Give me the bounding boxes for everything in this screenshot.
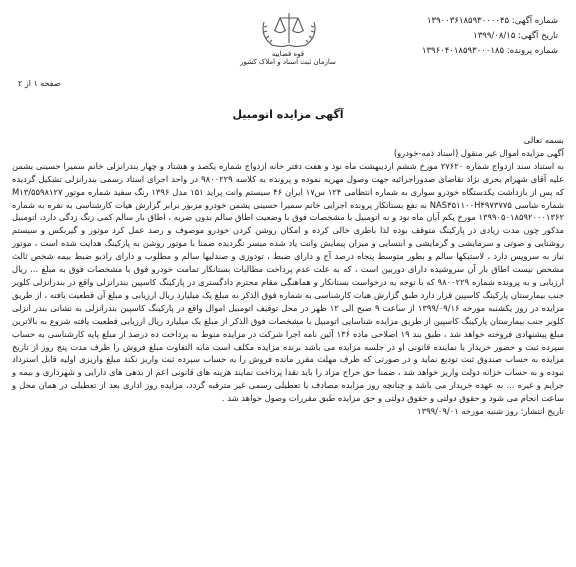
notice-number-label: شماره آگهی: (511, 16, 558, 26)
notice-subtitle: آگهی مزایده اموال غیر منقول (اسناد ذمه-خودرو) (393, 147, 564, 158)
page-indicator: صفحه ۱ از ۲ (18, 79, 61, 88)
notice-number: ۱۳۹۰۰۳۶۱۸۵۹۳۰۰۰۰۴۵ (426, 16, 510, 26)
notice-date-label: تاریخ آگهی: (518, 31, 558, 41)
notice-date: ۱۳۹۹/۰۸/۱۵ (473, 31, 516, 41)
notice-meta (358, 14, 558, 59)
file-number-row (358, 44, 558, 59)
file-number-label: شماره پرونده: (506, 46, 558, 56)
document-title: آگهی مزایده اتومبیل (232, 108, 344, 121)
notice-date-row (358, 29, 558, 44)
registry-org-label: سازمان ثبت اسناد و املاک کشور (240, 58, 336, 66)
basmala-line: بسمه تعالی (523, 135, 564, 145)
organization-name (222, 50, 354, 66)
document-body (12, 134, 564, 418)
judiciary-label: قوه قضاییه (271, 50, 305, 58)
notice-number-row (358, 14, 558, 29)
publication-date-line: تاریخ انتشار: روز شنبه مورخه ۱۳۹۹/۰۹/۰۱ (417, 406, 564, 417)
notice-body-paragraph: به استناد سند ازدواج شماره ۲۷۶۲۰ مورخ ششم اردیبهشت ماه نود و هفت دفتر خانه ازدواج شماره یکصد و هشتاد و چهار بندرانزلی خانم سمیرا حسینی یشمن علیه آقای شهرام بحری نژاد تقاضای صدوراجرائیه جهت وصول مهریه نموده و پرونده به کلاسه ۹۸۰۰۲۲۹ در واحد اجرای اسناد رسمی بندرانزلی تشکیل گردیده که پس از بازداشت یکدستگاه خودرو سواری به شماره انتظامی ۱۲۴ س۱۷ ایران ۴۶ سیستم وانت پراید ۱۵۱ مدل ۱۳۹۶ رنگ سفید شماره موتور M۱۳/۵۵۹۸۱۲۷ شماره شاسی NAS۴۵۱۱۰۰H۴۹۷۳۷۷۵ به نفع بستانکار پرونده اجرایی خانم سمیرا حسینی یشمن خودرو مزبور برابر گزارش هیات کارشناسی به نفره به شماره ۱۳۹۹۰۵۰۱۸۵۹۲۰۰۰۱۳۶۲ مورخ یکم آبان ماه نود و نه اتومبیل با مشخصات فوق با وضعیت اطاق سالم بدون ضربه ، اطاق بار سالم کمی زنگ زدگی دارد، اتومبیل مذکور چون مدت زیادی در پارکینگ متوقف بوده لذا باطری خالی کرده و امکان روشن کردن خودرو موصوف و رصد عمل کرد موتور و گیربکس و سیستم روشنایی و صوتی و سرمایشی و گرمایشی و ابتسایی و میزان پیمایش وانت یاد شده میسر نگردیده ضمنا با موتور روشن به پارکینگ هدایت شده است ، موتور نیاز به سرویس دارد ، لاستیکها سالم و بطور متوسط پنجاه درصد آج و دارای ضبط ، تودوزی و صندلیها سالم و مطلوب و دارای رادیو ضبط بیمه شخص ثالث مشخص نیست اطاق بار آن سروشیده دارای دوربین است ، که به علت عدم پرداخت مطالبات بستانکار تمامت خودرو فوق با مشخصات فوق به مبلغ ... ریال ارزیابی و به پرونده شماره ۹۸۰۰۲۲۹ که با توجه به درخواست بستانکار و هماهنگی مقام محترم دادگستری در پارکینگ کاسپین بندرانزلی واقع در بندرانزلی کلوبر جنب بیمارستان پارکینگ کاسپین قرار دارد طبق گزارش هیات کارشناسی به شماره فوق الذکر به مبلغ یک میلیارد ریال ارزیابی و مبلغ آن قطعیت یافته ، از طریق مزایده در روز یکشنبه مورخه ۱۳۹۹/۰۹/۱۶ از ساعت ۹ صبح الی ۱۲ ظهر در محل توقیف اتومبیل اموال واقع در پارکینگ کاسپین بندرانزلی به نشانی بندر انزلی کلوبر جنب بیمارستان پارکینگ کاسپین از طریق مزایده شناسایی اتومبیل با مشخصات فوق الذکر از مبلغ یک میلیارد ریال ارزیابی قطعیت یافته شروع به بالاترین مبلغ پیشنهادی فروخته خواهد شد ، طبق بند ۱۹ اصلاحی ماده ۱۳۶ آئین نامه اجرا شرکت در مزایده منوط به پرداخت ده درصد از مبلغ پایه کارشناسی به حساب سپرده ثبت و حضور خریدار یا نماینده قانونی او در جلسه مزایده می باشد برنده مزایده مکلف است مابه التفاوت مبلغ فروش را ظرف مدت پنج روز از تاریخ مزایده به حساب صندوق ثبت تودیع نماید و در صورتی که ظرف مهلت مقرر مانده فروش را به حساب سپرده ثبت واریز نکند مبلغ واریزی اولیه قابل استرداد نبوده و به حساب خزانه دولت واریز خواهد شد ، ضمنا حق حراج مزاد را باید نقدا پرداخت نمایند هزینه های قانونی اعم از بدهی های دارایی و شهرداری و بیمه و جرایم و غیره ... به عهده خریدار می باشد و چنانچه روز مزایده مصادف با تعطیلی رسمی غیر مترقبه گردد، مزایده روز اداری بعد از تعطیلی در همان محل و ساعت انجام می شود و حقوق دولتی و حقوق دولتی و حق مزایده طبق مقررات وصول خواهد شد . (12, 160, 565, 404)
judiciary-emblem-icon (258, 10, 320, 50)
file-number: ۱۳۹۶۰۴۰۱۸۵۹۳۰۰۰۱۸۵ (421, 46, 505, 56)
